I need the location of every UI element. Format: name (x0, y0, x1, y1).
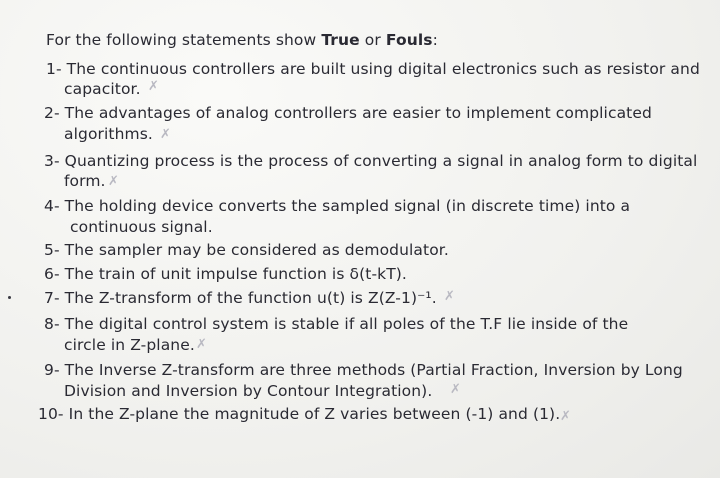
cross-mark-7: ✗ (560, 409, 571, 424)
statement-3-line-2: form. (64, 172, 106, 190)
instruction-prefix: For the following statements show (46, 31, 322, 49)
statement-9-line-2: Division and Inversion by Contour Integration). (64, 382, 433, 400)
statement-8-line-2: circle in Z-plane. (64, 336, 195, 354)
statement-1-line-2: capacitor. (64, 80, 141, 98)
statement-10-line-1: 10- In the Z-plane the magnitude of Z varies between (-1) and (1). (38, 405, 561, 423)
statement-4-line-2: continuous signal. (70, 218, 213, 236)
false-word: Fouls (385, 31, 433, 49)
statement-2-line-2: algorithms. (64, 125, 153, 143)
instruction-line (46, 30, 438, 50)
cross-mark-5: ✗ (196, 337, 207, 352)
statement-3-line-1: 3- Quantizing process is the process of converting a signal in analog form to digital (44, 152, 698, 170)
instruction-suffix: : (432, 31, 438, 49)
cross-mark-2: ✗ (160, 127, 171, 142)
statement-1-line-1: 1- The continuous controllers are built using digital electronics such as resistor and (46, 60, 700, 78)
cross-mark-6: ✗ (450, 382, 461, 397)
statement-5-line-1: 5- The sampler may be considered as demodulator. (44, 241, 449, 259)
cross-mark-1: ✗ (148, 79, 159, 94)
true-word: True (321, 31, 360, 49)
statement-2-line-1: 2- The advantages of analog controllers are easier to implement complicated (44, 104, 652, 122)
statement-8-line-1: 8- The digital control system is stable if all poles of the T.F lie inside of the (44, 315, 629, 333)
instruction-connector: or (359, 31, 386, 49)
statement-6-line-1: 6- The train of unit impulse function is δ(t-kT). (44, 265, 407, 283)
stray-dot (8, 296, 11, 299)
cross-mark-3: ✗ (108, 174, 119, 189)
statement-9-line-1: 9- The Inverse Z-transform are three methods (Partial Fraction, Inversion by Long (44, 361, 683, 379)
statement-7-line-1: 7- The Z-transform of the function u(t) is Z(Z-1)⁻¹. (44, 289, 437, 307)
statement-4-line-1: 4- The holding device converts the sampled signal (in discrete time) into a (44, 197, 631, 215)
cross-mark-4: ✗ (444, 289, 455, 304)
